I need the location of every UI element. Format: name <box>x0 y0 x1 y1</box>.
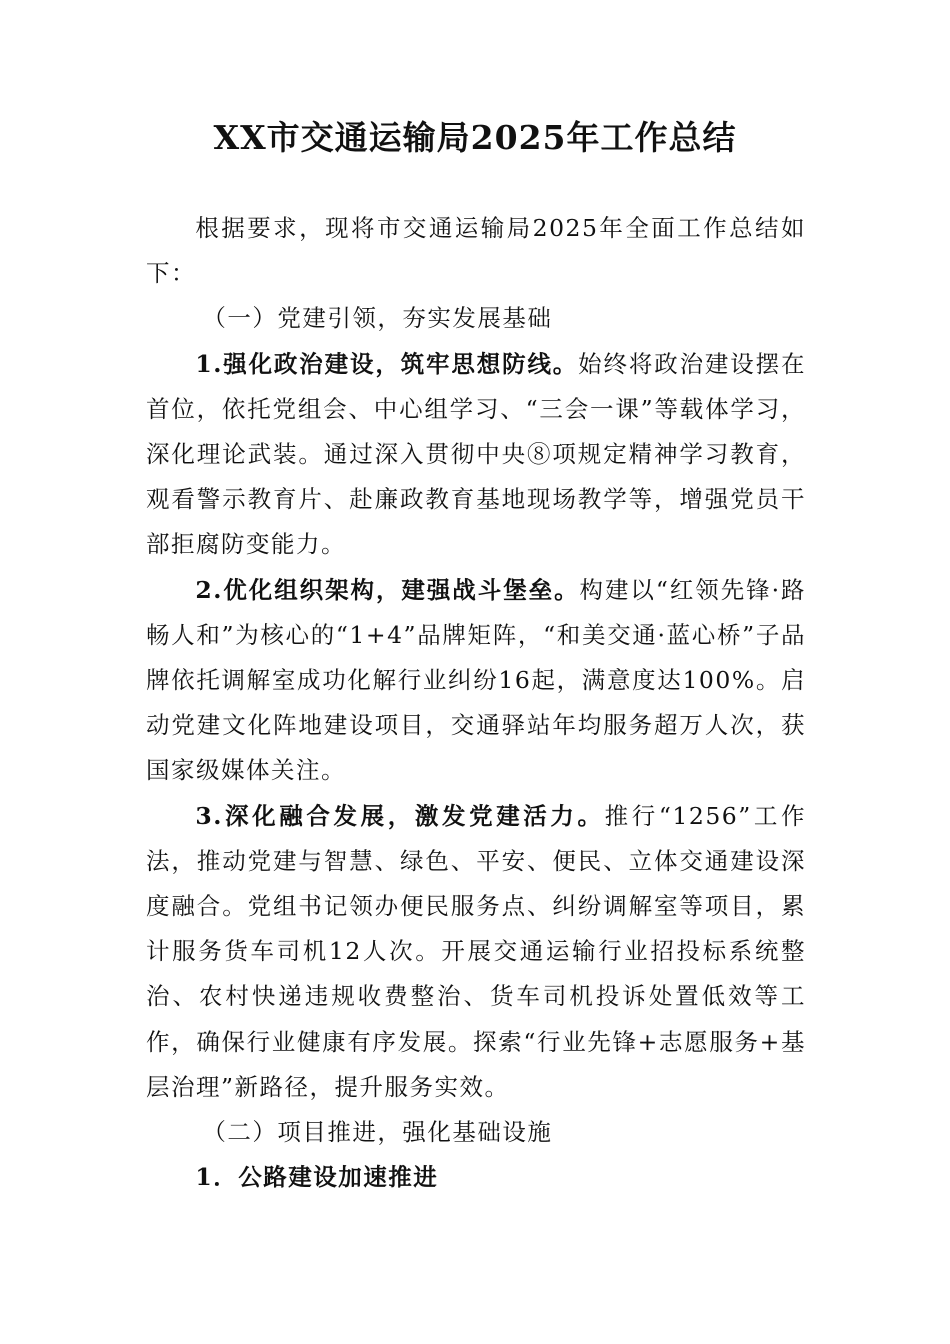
item-text-1: 始终将政治建设摆在首位，依托党组会、中心组学习、“三会一课”等载体学习，深化理论武装。通过深入贯彻中央⑧项规定精神学习教育，观看警示教育片、赴廉政教育基地现场教学等，增强党员干部拒腐防变能力。 <box>146 349 806 559</box>
subsection-heading-1: 1．公路建设加速推进 <box>195 1163 439 1192</box>
intro-paragraph: 根据要求，现将市交通运输局2025年全面工作总结如下： <box>146 214 806 288</box>
document-title: XX市交通运输局2025年工作总结 <box>213 118 737 157</box>
item-text-3: 推行“1256”工作法，推动党建与智慧、绿色、平安、便民、立体交通建设深度融合。党组书记领办便民服务点、纠纷调解室等项目，累计服务货车司机12人次。开展交通运输行业招投标系统整治、农村快递违规收费整治、货车司机投诉处置低效等工作，确保行业健康有序发展。探索“行业先锋+志愿服务+基层治理”新路径，提升服务实效。 <box>146 801 806 1101</box>
document-body <box>146 206 806 1200</box>
item-paragraph-2 <box>146 568 806 794</box>
item-lead-3: 3.深化融合发展，激发党建活力。 <box>195 801 605 830</box>
item-paragraph-1 <box>146 342 806 568</box>
item-lead-1: 1.强化政治建设，筑牢思想防线。 <box>195 349 579 378</box>
section-heading-2: （二）项目推进，强化基础设施 <box>202 1118 553 1147</box>
item-paragraph-3 <box>146 794 806 1110</box>
item-text-2: 构建以“红领先锋·路畅人和”为核心的“1+4”品牌矩阵，“和美交通·蓝心桥”子品牌依托调解室成功化解行业纠纷16起，满意度达100%。启动党建文化阵地建设项目，交通驿站年均服务超万人次，获国家级媒体关注。 <box>146 575 806 785</box>
item-lead-2: 2.优化组织架构，建强战斗堡垒。 <box>195 575 580 604</box>
section-heading-1: （一）党建引领，夯实发展基础 <box>202 304 553 333</box>
